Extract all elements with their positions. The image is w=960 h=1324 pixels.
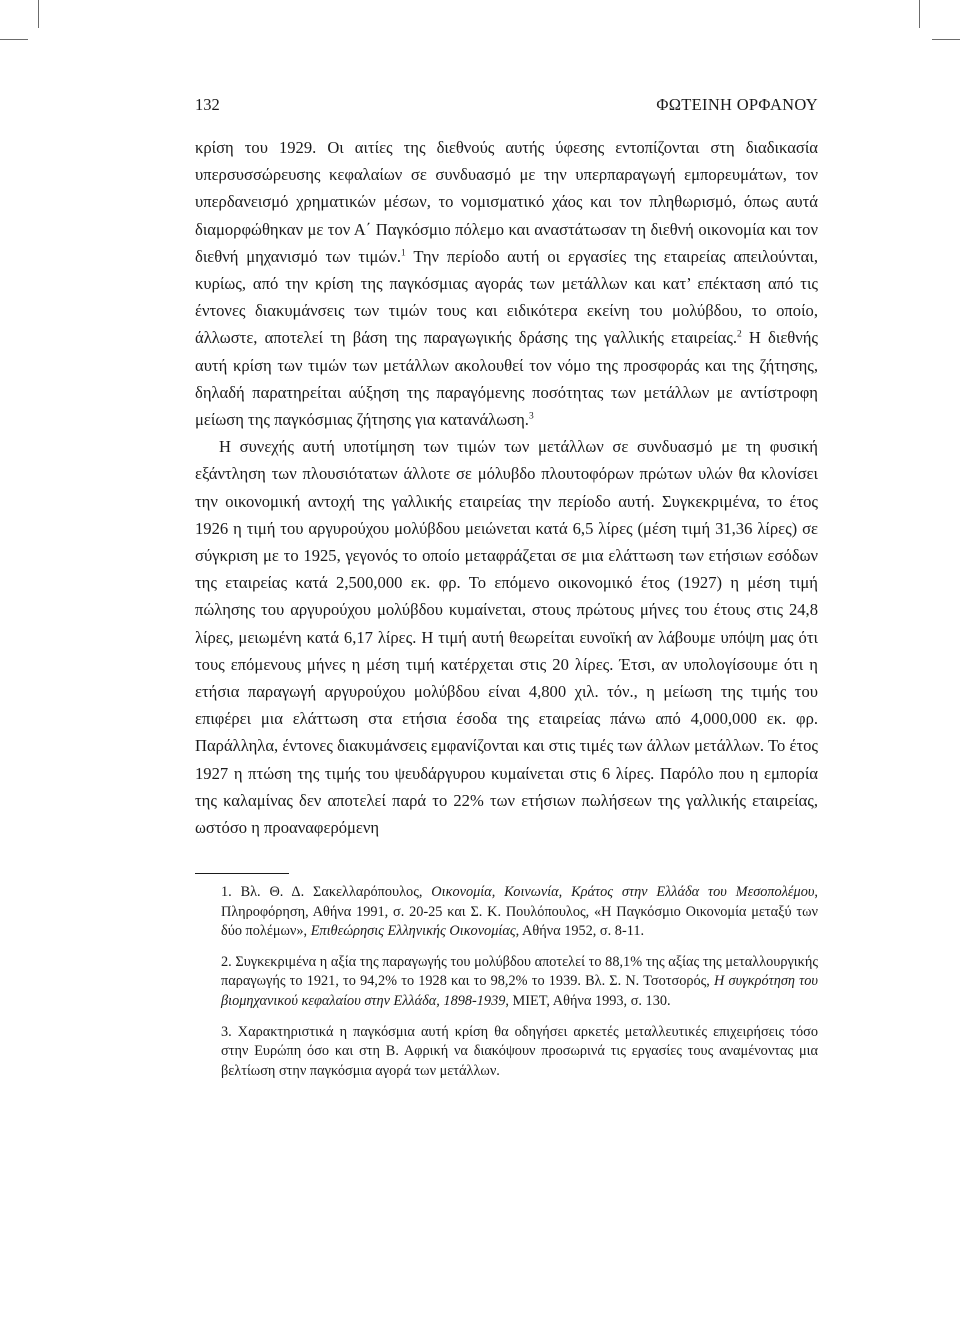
footnote-ref-1[interactable]: 1	[401, 248, 406, 259]
footnote-1-title-1: Οικονομία, Κοινωνία, Κράτος στην Ελλάδα του Μεσοπολέμου	[431, 884, 815, 900]
running-title: ΦΩΤΕΙΝΗ ΟΡΦΑΝΟΥ	[656, 95, 818, 114]
footnote-2-text-a: 2. Συγκεκριμένα η αξία της παραγωγής του μολύβδου αποτελεί το 88,1% της αξίας της μεταλλουργικής παραγωγής το 1921, το 94,2% το 1928 και το 98,2% το 1939. Βλ. Σ. Ν. Τσοτσορός,	[221, 953, 818, 990]
paragraph-1-part-c: Η διεθνής αυτή κρίση των τιμών των μετάλλων ακολουθεί τον νόμο της προσφοράς και της ζήτησης, δηλαδή παρατηρείται αύξηση της παραγόμενης ποσότητας των μετάλλων με αντίστροφη μείωση της παγκόσμιας ζήτησης για κατανάλωση.	[195, 328, 819, 430]
paragraph-1	[195, 134, 818, 433]
crop-mark-left-horizontal	[0, 39, 28, 40]
footnote-1-text-b: , Πληροφόρηση, Αθήνα 1991, σ. 20-25 και Σ. Κ. Πουλόπουλος, «Η Παγκόσμιο Οικονομία μεταξύ των δύο πολέμων»,	[221, 884, 818, 940]
footnote-rule	[195, 873, 289, 874]
footnote-1	[221, 883, 818, 942]
footnotes	[221, 883, 818, 1092]
footnote-ref-2[interactable]: 2	[736, 329, 742, 340]
footnote-1-text-c: , Αθήνα 1952, σ. 8-11.	[515, 923, 645, 940]
crop-mark-right-horizontal	[932, 39, 960, 40]
footnote-2-title-1: Η συγκρότηση του βιομηχανικού κεφαλαίου στην Ελλάδα, 1898-1939	[221, 973, 818, 1009]
paragraph-2: Η συνεχής αυτή υποτίμηση των τιμών των μετάλλων σε συνδυασμό με τη φυσική εξάντληση των πλουσιότατων άλλοτε σε μόλυβδο πλουτοφόρων πρώτων υλών θα κλονίσει την οικονομική αντοχή της γαλλικής εταιρείας την περίοδο αυτή. Συγκεκριμένα, το έτος 1926 η τιμή του αργυρούχου μολύβδου μειώνεται κατά 6,5 λίρες (μέση τιμή 31,36 λίρες) σε σύγκριση με το 1925, γεγονός το οποίο μεταφράζεται σε μια ελάττωση των ετήσιων εσόδων της εταιρείας κατά 2,500,000 εκ. φρ. Το επόμενο οικονομικό έτος (1927) η μέση τιμή πώλησης του αργυρούχου μολύβδου κυμαίνεται, στους πρώτους μήνες του έτους στις 24,8 λίρες, μειωμένη κατά 6,17 λίρες. Η τιμή αυτή θεωρείται ευνοϊκή αν λάβουμε υπόψη μας ότι τους επόμενους μήνες η μέση τιμή κατέρχεται στις 20 λίρες. Έτσι, αν υπολογίσουμε ότι η ετήσια παραγωγή αργυρούχου μολύβδου είναι 4,800 χιλ. τόν., η μείωση της τιμής του επιφέρει μια ελάττωση στα ετήσια έσοδα της εταιρείας πάνω από 4,000,000 εκ. φρ. Παράλληλα, έντονες διακυμάνσεις εμφανίζονται και στις τιμές των άλλων μετάλλων. Το έτος 1927 η πτώση της τιμής του ψευδάργυρου κυμαίνεται στις 6 λίρες. Παρόλο που η εμπορία της καλαμίνας δεν αποτελεί παρά το 22% των ετήσιων πωλήσεων της γαλλικής εταιρείας, ωστόσο η προαναφερόμενη	[195, 437, 818, 838]
footnote-2	[221, 953, 818, 1012]
footnote-ref-3[interactable]: 3	[528, 411, 534, 422]
footnote-3: 3. Χαρακτηριστικά η παγκόσμια αυτή κρίση θα οδηγήσει αρκετές μεταλλευτικές επιχειρήσεις τόσο στην Ευρώπη όσο και στη Β. Αφρική να διακόψουν προσωρινά τις εργασίες τους αναμένοντας μια βελτίωση στην παγκόσμια αγορά των μετάλλων.	[221, 1023, 818, 1079]
main-text	[195, 134, 818, 841]
footnote-2-text-b: , ΜΙΕΤ, Αθήνα 1993, σ. 130.	[505, 992, 671, 1009]
crop-mark-right	[919, 0, 920, 28]
page-number: 132	[195, 95, 220, 114]
running-header	[195, 95, 818, 115]
paragraph-1-part-b: Την περίοδο αυτή οι εργασίες της εταιρείας απειλούνται, κυρίως, από την κρίση της παγκόσμιας αγοράς των μετάλλων και κατ’ επέκταση από τις έντονες διακυμάνσεις των τιμών τους και ειδικότερα εκείνη του μολύβδου, το οποίο, άλλωστε, αποτελεί τη βάση της παραγωγικής δράσης της γαλλικής εταιρείας.	[195, 246, 818, 348]
footnote-1-text-a: 1. Βλ. Θ. Δ. Σακελλαρόπουλος,	[221, 884, 432, 900]
crop-mark-left	[38, 0, 39, 28]
footnote-1-title-2: Επιθεώρησις Ελληνικής Οικονομίας	[310, 923, 516, 940]
paragraph-1-part-a: κρίση του 1929. Οι αιτίες της διεθνούς αυτής ύφεσης εντοπίζονται στη διαδικασία υπερσυσσώρευσης κεφαλαίων σε συνδυασμό με την υπερπαραγωγή εμπορευμάτων, τον υπερδανεισμό χρηματικών μέσων, το νομισματικό χάος και τον πληθωρισμό, όπως αυτά διαμορφώθηκαν με τον Α΄ Παγκόσμιο πόλεμο και αναστάτωσαν τη διεθνή οικονομία και τον διεθνή μηχανισμό των τιμών.	[195, 138, 818, 266]
